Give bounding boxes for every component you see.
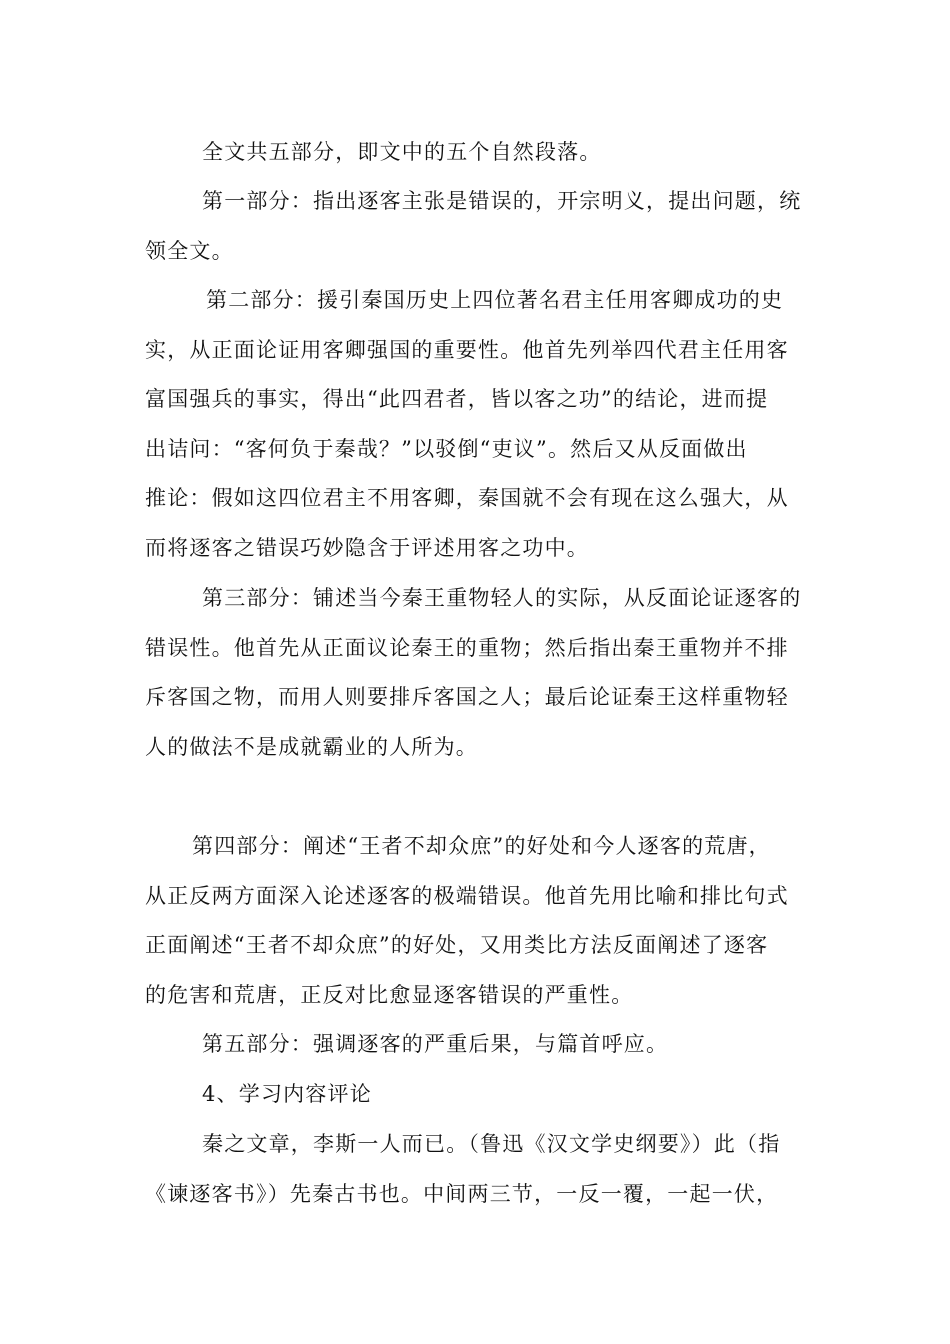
paragraph-line: 富国强兵的事实，得出“此四君者，皆以客之功”的结论，进而提: [145, 387, 769, 411]
paragraph-line: 全文共五部分，即文中的五个自然段落。: [202, 140, 602, 164]
paragraph-line: 《谏逐客书》）先秦古书也。中间两三节，一反一覆，一起一伏，: [145, 1181, 779, 1206]
paragraph-line: 出诘问：“客何负于秦哉？”以驳倒“吏议”。然后又从反面做出: [145, 436, 748, 461]
paragraph-part-5: [145, 1020, 810, 1070]
paragraph-line: 斥客国之物，而用人则要排斥客国之人；最后论证秦王这样重物轻: [145, 685, 789, 709]
paragraph-part-3: [145, 574, 810, 772]
section-heading-4: [145, 1070, 810, 1120]
paragraph-line: 人的做法不是成就霸业的人所为。: [145, 734, 478, 759]
paragraph-part-1: [145, 177, 810, 276]
paragraph-comment: [145, 1120, 810, 1219]
section-heading-text: 4、学习内容评论: [202, 1082, 372, 1106]
paragraph-line: 错误性。他首先从正面议论秦王的重物；然后指出秦王重物并不排: [145, 635, 789, 660]
paragraph-line: 第二部分：援引秦国历史上四位著名君主任用客卿成功的史: [206, 288, 784, 312]
paragraph-line: 从正反两方面深入论述逐客的极端错误。他首先用比喻和排比句式: [145, 883, 789, 908]
paragraph-line: 第四部分：阐述“王者不却众庶”的好处和今人逐客的荒唐，: [192, 834, 771, 858]
paragraph-line: 第一部分：指出逐客主张是错误的，开宗明义，提出问题，统: [202, 189, 802, 213]
paragraph-line: 第五部分：强调逐客的严重后果，与篇首呼应。: [202, 1032, 669, 1056]
paragraph-line: 的危害和荒唐，正反对比愈显逐客错误的严重性。: [145, 982, 634, 1007]
paragraph-line: 而将逐客之错误巧妙隐含于评述用客之功中。: [145, 535, 589, 560]
paragraph-line: 第三部分：铺述当今秦王重物轻人的实际，从反面论证逐客的: [202, 586, 802, 610]
paragraph-line: 实，从正面论证用客卿强国的重要性。他首先列举四代君主任用客: [145, 337, 789, 362]
paragraph-line: 领全文。: [145, 238, 234, 263]
paragraph-line: 正面阐述“王者不却众庶”的好处，又用类比方法反面阐述了逐客: [145, 933, 769, 957]
paragraph-part-2: [145, 276, 810, 573]
paragraph-part-4: [145, 822, 810, 1020]
paragraph-line: 秦之文章，李斯一人而已。（鲁迅《汉文学史纲要》）此（指: [202, 1132, 781, 1156]
paragraph-line: 推论：假如这四位君主不用客卿，秦国就不会有现在这么强大，从: [145, 486, 789, 510]
paragraph-overview: [145, 128, 810, 178]
